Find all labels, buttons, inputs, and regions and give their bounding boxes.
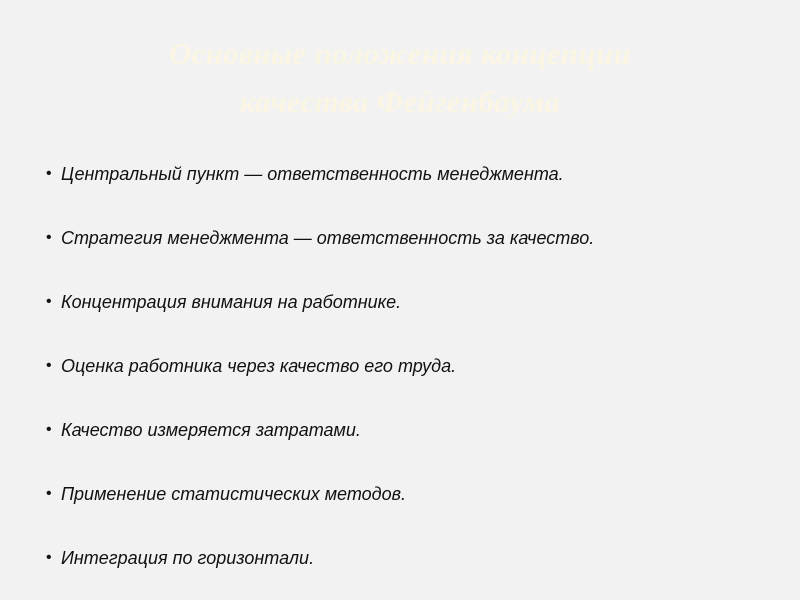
bullet-text: Качество измеряется затратами. [61,420,361,440]
bullet-dot-icon: • [46,165,52,182]
bullet-item [46,142,766,206]
bullet-item [46,398,766,462]
bullet-item [46,462,766,526]
bullet-dot-icon: • [46,485,52,502]
bullet-dot-icon: • [46,229,52,246]
bullet-dot-icon: • [46,293,52,310]
bullet-item [46,526,766,590]
bullet-text: Оценка работника через качество его труда. [61,356,457,376]
title-line-1: Основные положения концепции [168,36,632,71]
bullet-item [46,206,766,270]
title-line-2: качества Фейгенбаума [239,84,561,119]
slide-title [0,30,800,126]
bullet-dot-icon: • [46,549,52,566]
bullet-list [46,142,766,590]
bullet-text: Концентрация внимания на работнике. [61,292,402,312]
bullet-item [46,270,766,334]
bullet-text: Интеграция по горизонтали. [61,548,315,568]
bullet-dot-icon: • [46,421,52,438]
bullet-dot-icon: • [46,357,52,374]
bullet-text: Стратегия менеджмента — ответственность за качество. [61,228,595,248]
bullet-text: Центральный пункт — ответственность менеджмента. [61,164,564,184]
bullet-text: Применение статистических методов. [61,484,407,504]
bullet-item [46,334,766,398]
